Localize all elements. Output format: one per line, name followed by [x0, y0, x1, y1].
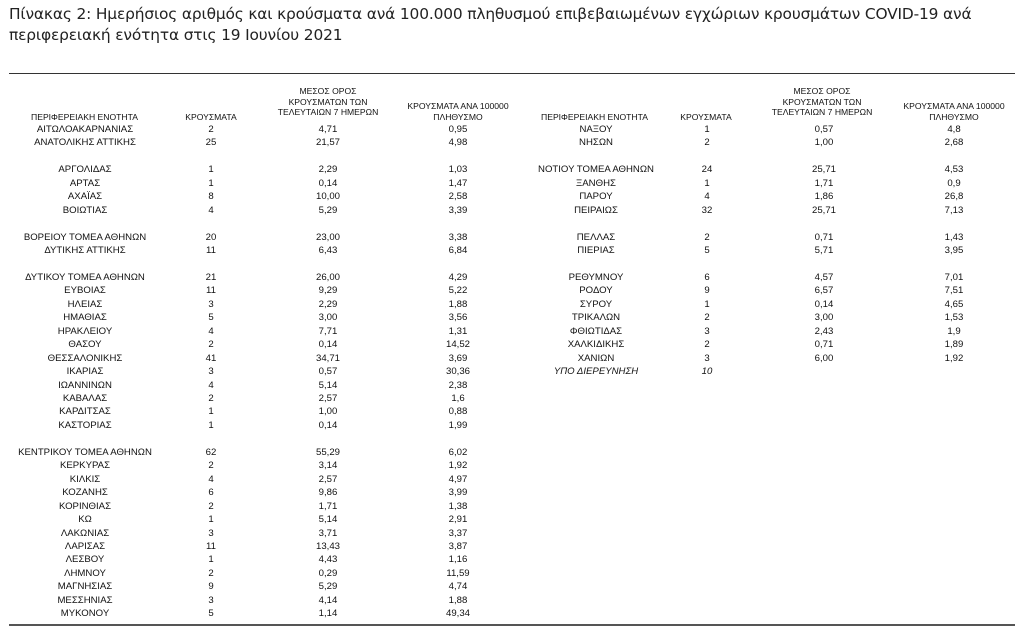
per-100k-cell: 7,13 — [944, 204, 964, 216]
per-100k-cell: 3,56 — [448, 312, 468, 324]
avg-7d-cell: 0,29 — [318, 567, 338, 579]
avg-7d-cell: 23,00 — [315, 231, 340, 243]
cases-cell: 2 — [208, 460, 214, 472]
avg-7d-cell: 9,86 — [318, 487, 338, 499]
per-100k-cell: 4,74 — [448, 581, 468, 593]
per-100k-cell: 1,89 — [944, 339, 964, 351]
cases-cell: 3 — [704, 325, 710, 337]
per-100k-cell: 4,29 — [448, 271, 468, 283]
region-cell: ΜΕΣΣΗΝΙΑΣ — [57, 594, 113, 606]
cases-cell: 4 — [208, 204, 214, 216]
cases-cell: 4 — [208, 473, 214, 485]
region-cell: ΘΑΣΟΥ — [68, 339, 102, 351]
per-100k-cell: 1,88 — [448, 298, 468, 310]
avg-7d-cell: 2,57 — [318, 393, 338, 404]
avg-7d-cell: 34,71 — [315, 352, 340, 364]
per-100k-cell: 1,43 — [944, 231, 964, 243]
avg-7d-cell: 1,00 — [814, 137, 834, 149]
per-100k-cell: 0,95 — [448, 124, 468, 135]
region-cell: ΚΩ — [78, 514, 92, 525]
per-100k-cell: 1,31 — [448, 325, 468, 337]
cases-cell: 6 — [208, 487, 214, 499]
region-cell: ΠΕΙΡΑΙΩΣ — [574, 204, 618, 216]
per-100k-cell: 4,97 — [448, 473, 468, 485]
avg-7d-cell: 9,29 — [318, 285, 338, 297]
cases-cell: 1 — [704, 124, 710, 135]
cases-cell: 2 — [704, 137, 710, 149]
region-cell: ΚΑΣΤΟΡΙΑΣ — [58, 419, 112, 431]
avg-7d-cell: 2,29 — [318, 164, 338, 176]
per-100k-cell: 2,91 — [448, 514, 468, 525]
left-header-per100k: ΚΡΟΥΣΜΑΤΑ ΑΝΑ 100000 ΠΛΗΘΥΣΜΟ — [407, 101, 509, 122]
per-100k-cell: 2,68 — [944, 137, 964, 149]
region-cell: ΑΙΤΩΛΟΑΚΑΡΝΑΝΙΑΣ — [36, 124, 134, 135]
cases-cell: 1 — [208, 406, 214, 418]
region-cell: ΦΘΙΩΤΙΔΑΣ — [569, 325, 623, 337]
avg-7d-cell: 5,29 — [318, 581, 338, 593]
region-cell: ΒΟΡΕΙΟΥ ΤΟΜΕΑ ΑΘΗΝΩΝ — [23, 231, 147, 243]
cases-cell: 2 — [704, 339, 710, 351]
per-100k-cell: 7,51 — [944, 285, 964, 297]
avg-7d-cell: 10,00 — [315, 191, 340, 203]
cases-cell: 21 — [205, 271, 217, 283]
region-cell: ΚΑΡΔΙΤΣΑΣ — [59, 406, 111, 418]
per-100k-cell: 26,8 — [944, 191, 964, 203]
avg-7d-cell: 4,57 — [814, 271, 834, 283]
right-header-avg: ΜΕΣΟΣ ΟΡΟΣ ΚΡΟΥΣΜΑΤΩΝ ΤΩΝ ΤΕΛΕΥΤΑΙΩΝ 7 ΗΜΕΡΩΝ — [771, 86, 873, 117]
cases-cell: 1 — [208, 419, 214, 431]
avg-7d-cell: 6,43 — [318, 245, 338, 257]
per-100k-cell: 1,9 — [947, 325, 961, 337]
avg-7d-cell: 25,71 — [811, 164, 836, 176]
avg-7d-cell: 1,86 — [814, 191, 834, 203]
per-100k-cell: 1,92 — [448, 460, 468, 472]
avg-7d-cell: 1,71 — [814, 177, 834, 189]
region-cell: ΚΑΒΑΛΑΣ — [62, 393, 108, 404]
per-100k-cell: 1,38 — [448, 500, 468, 512]
region-cell: ΑΡΓΟΛΙΔΑΣ — [58, 164, 112, 176]
cases-cell: 2 — [208, 500, 214, 512]
per-100k-cell: 4,53 — [944, 164, 964, 176]
region-cell: ΔΥΤΙΚΟΥ ΤΟΜΕΑ ΑΘΗΝΩΝ — [25, 271, 145, 283]
avg-7d-cell: 0,14 — [318, 419, 338, 431]
cases-cell: 4 — [704, 191, 710, 203]
table-top-rule — [9, 73, 1015, 74]
cases-cell: 25 — [205, 137, 217, 149]
table-bottom-rule — [9, 624, 1015, 626]
cases-cell: 5 — [208, 312, 214, 324]
region-cell: ΠΙΕΡΙΑΣ — [577, 245, 615, 257]
avg-7d-cell: 3,14 — [318, 460, 338, 472]
cases-cell: 11 — [206, 541, 216, 552]
region-cell: ΣΥΡΟΥ — [579, 298, 613, 310]
per-100k-cell: 4,98 — [448, 137, 468, 149]
per-100k-cell: 0,88 — [448, 406, 468, 418]
per-100k-cell: 1,53 — [944, 312, 964, 324]
region-cell: ΝΟΤΙΟΥ ΤΟΜΕΑ ΑΘΗΝΩΝ — [538, 164, 654, 176]
per-100k-cell: 1,92 — [944, 352, 964, 364]
per-100k-cell — [892, 366, 1016, 378]
cases-cell: 9 — [704, 285, 710, 297]
avg-7d-cell: 2,43 — [814, 325, 834, 337]
right-header-region: ΠΕΡΙΦΕΡΕΙΑΚΗ ΕΝΟΤΗΤΑ — [541, 112, 648, 122]
per-100k-cell: 1,03 — [448, 164, 468, 176]
left-header-avg: ΜΕΣΟΣ ΟΡΟΣ ΚΡΟΥΣΜΑΤΩΝ ΤΩΝ ΤΕΛΕΥΤΑΙΩΝ 7 ΗΜΕΡΩΝ — [277, 86, 379, 117]
per-100k-cell: 0,9 — [947, 177, 961, 189]
per-100k-cell: 3,99 — [448, 487, 468, 499]
avg-7d-cell: 2,57 — [318, 473, 338, 485]
avg-7d-cell: 6,57 — [814, 285, 834, 297]
avg-7d-cell: 5,14 — [318, 514, 338, 525]
left-header-region: ΠΕΡΙΦΕΡΕΙΑΚΗ ΕΝΟΤΗΤΑ — [31, 112, 138, 122]
left-header-cases: ΚΡΟΥΣΜΑΤΑ — [185, 112, 237, 122]
region-cell: ΙΩΑΝΝΙΝΩΝ — [58, 379, 112, 391]
avg-7d-cell — [778, 366, 870, 378]
avg-7d-cell: 0,71 — [814, 339, 834, 351]
cases-cell: 4 — [208, 379, 214, 391]
cases-cell: 32 — [701, 204, 713, 216]
avg-7d-cell: 4,71 — [318, 124, 338, 135]
per-100k-cell: 3,95 — [944, 245, 964, 257]
region-cell: ΔΥΤΙΚΗΣ ΑΤΤΙΚΗΣ — [44, 245, 126, 257]
per-100k-cell: 1,6 — [451, 393, 465, 404]
region-cell: ΒΟΙΩΤΙΑΣ — [62, 204, 108, 216]
region-cell: ΧΑΝΙΩΝ — [577, 352, 615, 364]
cases-cell: 24 — [701, 164, 713, 176]
per-100k-cell: 11,59 — [446, 567, 470, 579]
cases-cell: 62 — [205, 446, 217, 458]
region-cell: ΕΥΒΟΙΑΣ — [64, 285, 106, 297]
per-100k-cell: 49,34 — [445, 608, 470, 620]
cases-cell: 3 — [208, 298, 214, 310]
cases-cell: 1 — [208, 514, 214, 525]
avg-7d-cell: 7,71 — [318, 325, 338, 337]
avg-7d-cell: 0,14 — [318, 177, 338, 189]
cases-cell: 8 — [208, 191, 214, 203]
region-cell: ΧΑΛΚΙΔΙΚΗΣ — [567, 339, 625, 351]
avg-7d-cell: 2,29 — [318, 298, 338, 310]
cases-cell: 2 — [208, 124, 214, 135]
avg-7d-cell: 1,71 — [318, 500, 338, 512]
avg-7d-cell: 4,43 — [318, 554, 338, 566]
region-cell: ΘΕΣΣΑΛΟΝΙΚΗΣ — [47, 352, 123, 364]
cases-cell: 3 — [704, 352, 710, 364]
per-100k-cell: 6,84 — [448, 245, 468, 257]
per-100k-cell: 3,38 — [448, 231, 468, 243]
cases-cell: 3 — [208, 366, 214, 378]
avg-7d-cell: 6,00 — [814, 352, 834, 364]
per-100k-cell: 3,39 — [448, 204, 468, 216]
avg-7d-cell: 26,00 — [315, 271, 340, 283]
region-cell: ΝΑΞΟΥ — [579, 124, 613, 135]
per-100k-cell: 2,38 — [448, 379, 468, 391]
region-cell: ΝΗΣΩΝ — [579, 137, 613, 149]
region-cell: ΤΡΙΚΑΛΩΝ — [571, 312, 621, 324]
cases-cell: 2 — [208, 393, 214, 404]
region-cell: ΜΑΓΝΗΣΙΑΣ — [57, 581, 113, 593]
region-cell: ΡΟΔΟΥ — [579, 285, 613, 297]
per-100k-cell: 1,88 — [448, 594, 468, 606]
cases-cell: 5 — [208, 608, 214, 620]
cases-cell: 3 — [208, 594, 214, 606]
cases-cell: 6 — [704, 271, 710, 283]
region-cell: ΙΚΑΡΙΑΣ — [66, 366, 104, 378]
avg-7d-cell: 0,71 — [814, 231, 834, 243]
per-100k-cell: 4,65 — [944, 298, 964, 310]
per-100k-cell: 3,87 — [448, 541, 468, 552]
page-title: Πίνακας 2: Ημερήσιος αριθμός και κρούσματα ανά 100.000 πληθυσμού επιβεβαιωμένων εγχώριων κρουσμάτων COVID-19 ανά περιφερειακή ενότητα στις 19 Ιουνίου 2021 — [9, 5, 972, 44]
cases-cell: 2 — [704, 312, 710, 324]
avg-7d-cell: 0,57 — [318, 366, 338, 378]
region-cell: ΚΙΛΚΙΣ — [69, 473, 101, 485]
per-100k-cell: 7,01 — [944, 271, 964, 283]
region-cell: ΗΛΕΙΑΣ — [67, 298, 103, 310]
cases-cell: 1 — [704, 177, 710, 189]
per-100k-cell: 3,69 — [448, 352, 468, 364]
region-cell: ΥΠΟ ΔΙΕΡΕΥΝΗΣΗ — [553, 366, 639, 378]
region-cell: ΛΑΚΩΝΙΑΣ — [60, 527, 110, 539]
avg-7d-cell: 5,29 — [318, 204, 338, 216]
cases-cell: 4 — [208, 325, 214, 337]
cases-cell: 1 — [704, 298, 710, 310]
avg-7d-cell: 3,00 — [318, 312, 338, 324]
right-header-cases: ΚΡΟΥΣΜΑΤΑ — [680, 112, 732, 122]
avg-7d-cell: 21,57 — [315, 137, 340, 149]
per-100k-cell: 14,52 — [445, 339, 470, 351]
cases-cell: 2 — [208, 567, 214, 579]
region-cell: ΑΝΑΤΟΛΙΚΗΣ ΑΤΤΙΚΗΣ — [34, 137, 136, 149]
avg-7d-cell: 5,71 — [814, 245, 834, 257]
region-cell: ΠΑΡΟΥ — [579, 191, 613, 203]
cases-cell: 9 — [208, 581, 214, 593]
region-cell: ΞΑΝΘΗΣ — [576, 177, 616, 189]
cases-cell: 5 — [704, 245, 710, 257]
avg-7d-cell: 55,29 — [315, 446, 340, 458]
region-cell: ΛΑΡΙΣΑΣ — [64, 541, 106, 552]
per-100k-cell: 6,02 — [448, 446, 468, 458]
region-cell: ΗΡΑΚΛΕΙΟΥ — [57, 325, 113, 337]
cases-cell: 10 — [701, 366, 713, 378]
per-100k-cell: 3,37 — [448, 527, 468, 539]
cases-cell: 1 — [208, 177, 214, 189]
per-100k-cell: 2,58 — [448, 191, 468, 203]
region-cell: ΑΧΑΪΑΣ — [67, 191, 103, 203]
avg-7d-cell: 25,71 — [811, 204, 836, 216]
avg-7d-cell: 0,57 — [814, 124, 834, 135]
cases-cell: 11 — [206, 245, 216, 257]
avg-7d-cell: 4,14 — [318, 594, 338, 606]
cases-cell: 20 — [205, 231, 217, 243]
per-100k-cell: 1,99 — [448, 419, 468, 431]
cases-cell: 41 — [205, 352, 217, 364]
avg-7d-cell: 0,14 — [814, 298, 834, 310]
per-100k-cell: 30,36 — [445, 366, 470, 378]
right-header-per100k: ΚΡΟΥΣΜΑΤΑ ΑΝΑ 100000 ΠΛΗΘΥΣΜΟ — [903, 101, 1005, 122]
cases-cell: 1 — [208, 164, 214, 176]
cases-cell: 1 — [208, 554, 214, 566]
per-100k-cell: 1,16 — [448, 554, 468, 566]
cases-cell: 11 — [206, 285, 216, 297]
region-cell: ΑΡΤΑΣ — [69, 177, 101, 189]
region-cell: ΜΥΚΟΝΟΥ — [60, 608, 110, 620]
cases-cell: 2 — [704, 231, 710, 243]
avg-7d-cell: 3,00 — [814, 312, 834, 324]
region-cell: ΛΕΣΒΟΥ — [65, 554, 105, 566]
cases-cell: 2 — [208, 339, 214, 351]
per-100k-cell: 1,47 — [448, 177, 468, 189]
avg-7d-cell: 5,14 — [318, 379, 338, 391]
avg-7d-cell: 3,71 — [318, 527, 338, 539]
region-cell: ΛΗΜΝΟΥ — [64, 567, 106, 579]
avg-7d-cell: 1,00 — [318, 406, 338, 418]
region-cell: ΠΕΛΛΑΣ — [576, 231, 616, 243]
avg-7d-cell: 1,14 — [318, 608, 338, 620]
per-100k-cell: 4,8 — [947, 124, 961, 135]
region-cell: ΚΟΖΑΝΗΣ — [62, 487, 108, 499]
region-cell: ΚΕΡΚΥΡΑΣ — [59, 460, 110, 472]
region-cell: ΡΕΘΥΜΝΟΥ — [568, 271, 624, 283]
per-100k-cell: 5,22 — [448, 285, 468, 297]
region-cell: ΗΜΑΘΙΑΣ — [63, 312, 107, 324]
region-cell: ΚΕΝΤΡΙΚΟΥ ΤΟΜΕΑ ΑΘΗΝΩΝ — [18, 446, 152, 458]
region-cell: ΚΟΡΙΝΘΙΑΣ — [58, 500, 112, 512]
avg-7d-cell: 0,14 — [318, 339, 338, 351]
avg-7d-cell: 13,43 — [315, 541, 340, 552]
cases-cell: 3 — [208, 527, 214, 539]
